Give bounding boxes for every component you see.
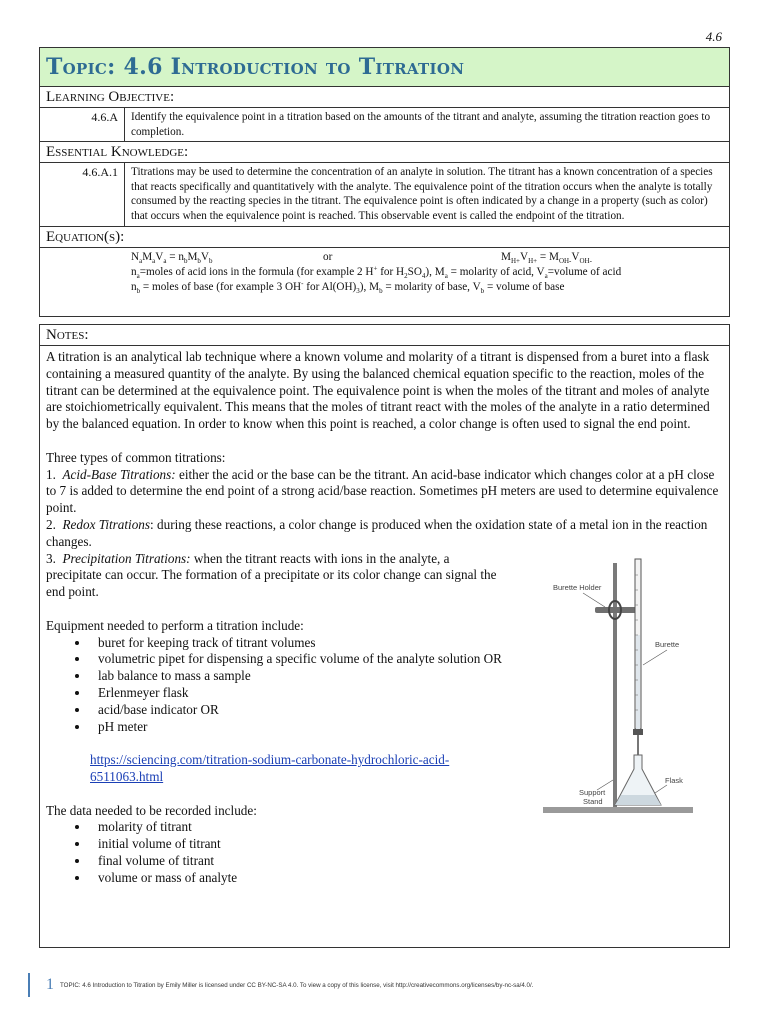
notes-heading: Notes: (40, 325, 729, 346)
stand-base (543, 807, 693, 813)
list-item: • pH meter (90, 719, 548, 736)
list-item: • initial volume of titrant (90, 836, 722, 853)
equipment-list (46, 635, 548, 736)
equipment-intro: Equipment needed to perform a titration include: (46, 617, 304, 633)
footer (28, 973, 748, 997)
equation-acid-definitions: $n_a=moles$ of acid ions in the formula (for example 2 H+ for $H_2SO_4$), $M_a$ = molarity of acid, $V_a=volume$ of acid (131, 263, 622, 280)
ek-code: 4.6.A.1 (40, 163, 125, 225)
footer-page-number: 1 (46, 976, 54, 993)
learning-objective-row (40, 108, 729, 142)
list-item: • molarity of titrant (90, 819, 722, 836)
label-burette-holder: Burette Holder (553, 583, 602, 592)
support-rod (613, 563, 617, 807)
label-flask: Flask (665, 776, 683, 785)
list-item: • acid/base indicator OR (90, 702, 548, 719)
flask-solution (615, 795, 661, 805)
sciencing-link[interactable]: https://sciencing.com/titration-sodium-carbonate-hydrochloric-acid-6511063.html (90, 752, 450, 784)
titration-type-3: 3. Precipitation Titrations: when the titrant reacts with ions in the analyte, a precipitate can occur. The formation of a precipitate or its color change can signal the end point. (46, 550, 497, 600)
list-item: • Erlenmeyer flask (90, 685, 548, 702)
equations-block (40, 248, 729, 295)
topic-box (39, 47, 730, 317)
learning-objective-heading: Learning Objective: (40, 87, 729, 108)
notes-paragraph-1: A titration is an analytical lab technique where a known volume and molarity of a titrant is dispensed from a buret into a flask containing a measured quantity of the analyte. By using the balanced chemical equation specific to the reaction, moles of the titrant can be determined at the equivalence point. The equivalence point is when the moles of the titrant and moles of analyte are stoichiometrically equivalent. This means that the moles of titrant react with the moles of the analyte in a ratio determined by the balanced equation. In order to know when this point is reached, a color change is often used to signal the end point. (46, 349, 710, 432)
equation-acid-base: $N_aM_aV_a = n_bM_bV_b$ (131, 250, 213, 265)
burette-liquid (636, 635, 640, 729)
essential-knowledge-heading: Essential Knowledge: (40, 142, 729, 163)
list-item: • buret for keeping track of titrant volumes (90, 635, 548, 652)
page-label: 4.6 (705, 29, 722, 44)
titration-type-2: 2. Redox Titrations: during these reactions, a color change is produced when the oxidation state of a metal ion in the reaction changes. (46, 516, 708, 549)
footer-license: TOPIC: 4.6 Introduction to Titration by Emily Miller is licensed under CC BY-NC-SA 4.0. To view a copy of this license, visit http://creativecommons.org/licenses/by-nc-sa/4.0/. (60, 981, 534, 989)
list-item: • volume or mass of analyte (90, 870, 722, 887)
equation-or: or (323, 250, 333, 263)
titration-apparatus-figure (535, 555, 700, 823)
ek-text: Titrations may be used to determine the concentration of an analyte in solution. The titrant has a known concentration of a species that reacts specifically and quantitatively with the analyte. The equivalence point of the titration occurs when the analyte is totally consumed by the reacting species in the titrant. The equivalence point is often indicated by a change in a property (such as color) that occurs when the equivalence point is reached. This observable event is called the endpoint of the titration. (131, 166, 713, 222)
lo-text: Identify the equivalence point in a titration based on the amounts of the titrant and analyte, assuming the titration reaction goes to completion. (131, 111, 711, 138)
lo-code: 4.6.A (40, 108, 125, 141)
topic-title: Topic: 4.6 Introduction to Titration (40, 48, 729, 87)
essential-knowledge-row (40, 163, 729, 226)
data-list (46, 819, 722, 886)
titration-apparatus-illustration (535, 555, 700, 823)
label-support: Support (579, 788, 606, 797)
equation-base-definitions: $n_b$ = moles of base (for example 3 OH- for $Al(OH)_3$), $M_b$ = molarity of base, $V_b$ = volume of base (131, 278, 565, 295)
equation-line-1 (131, 250, 723, 265)
label-stand: Stand (583, 797, 603, 806)
equations-heading: Equation(s): (40, 227, 729, 248)
list-item: • lab balance to mass a sample (90, 668, 548, 685)
label-burette: Burette (655, 640, 680, 649)
list-item: • final volume of titrant (90, 853, 722, 870)
burette-clamp (595, 607, 639, 613)
stopcock (633, 729, 643, 735)
list-item: • volumetric pipet for dispensing a specific volume of the analyte solution OR (90, 651, 548, 668)
titration-types-intro: Three types of common titrations: (46, 449, 226, 465)
equation-hydroxide: $M_{H+}V_{H+} = M_{OH-}V_{OH-}$ (501, 250, 592, 265)
data-intro: The data needed to be recorded include: (46, 802, 257, 818)
titration-type-1: 1. Acid-Base Titrations: either the acid or the base can be the titrant. An acid-base indicator which changes color at a pH close to 7 is added to determine the end point of a strong acid/base reaction. Sometimes pH meters are used to determine equivalence point. (46, 466, 719, 516)
